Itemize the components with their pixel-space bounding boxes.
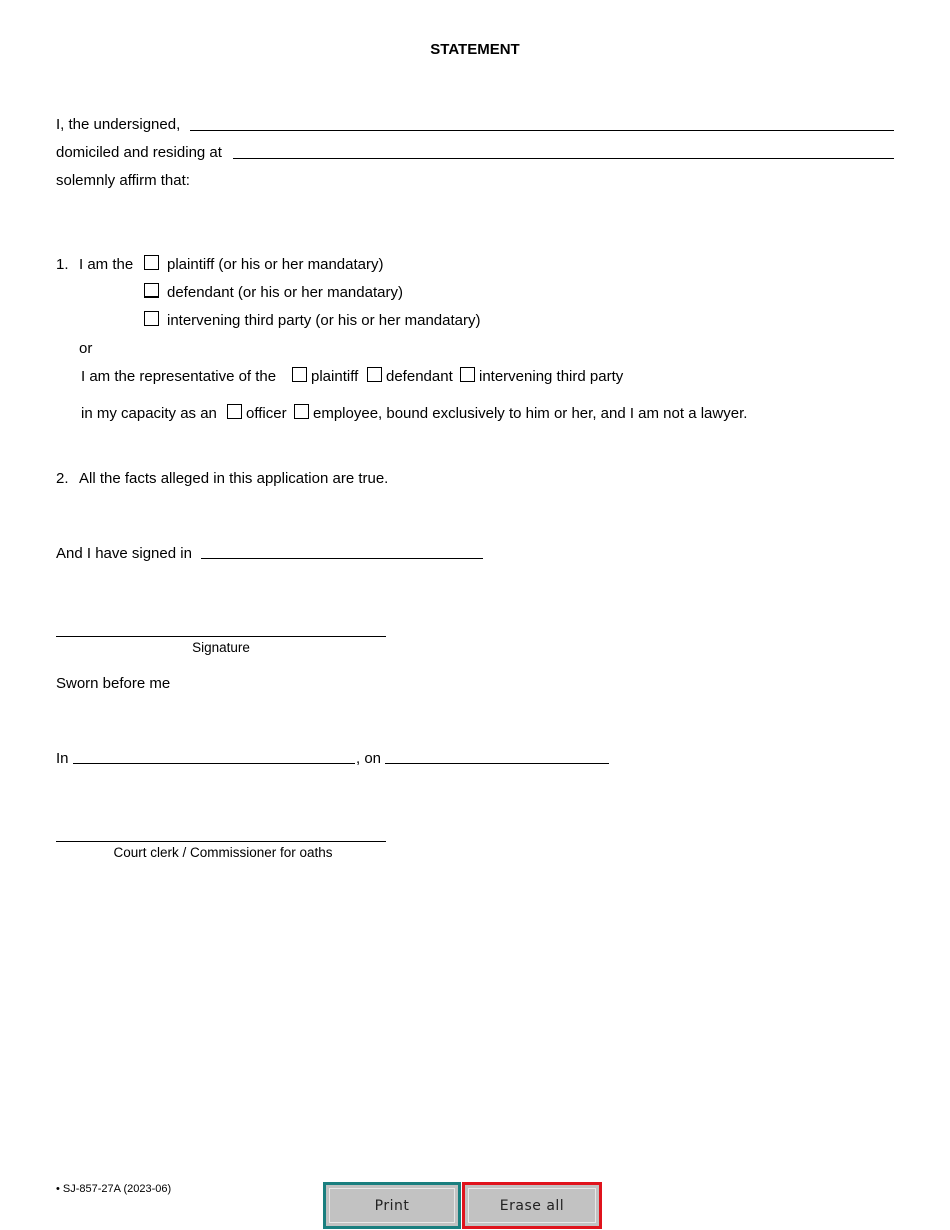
rep-plaintiff-checkbox[interactable] bbox=[292, 367, 307, 382]
intervening-option-label: intervening third party (or his or her mandatary) bbox=[167, 312, 481, 329]
print-button-label: Print bbox=[329, 1188, 455, 1223]
sworn-place-field[interactable] bbox=[73, 763, 355, 764]
clerk-caption: Court clerk / Commissioner for oaths bbox=[113, 845, 333, 860]
plaintiff-checkbox[interactable] bbox=[144, 255, 159, 270]
undersigned-name-field[interactable] bbox=[190, 130, 894, 131]
signature-line[interactable] bbox=[56, 636, 386, 637]
erase-all-button-label: Erase all bbox=[468, 1188, 596, 1223]
plaintiff-option-label: plaintiff (or his or her mandatary) bbox=[167, 256, 384, 273]
or-label: or bbox=[79, 340, 93, 357]
officer-label: officer bbox=[246, 405, 287, 422]
officer-checkbox[interactable] bbox=[227, 404, 242, 419]
signed-in-place-field[interactable] bbox=[201, 558, 483, 559]
affirm-label: solemnly affirm that: bbox=[56, 172, 190, 189]
representative-lead: I am the representative of the bbox=[81, 368, 277, 385]
on-label: , on bbox=[356, 750, 382, 767]
form-code: • SJ-857-27A (2023-06) bbox=[56, 1183, 172, 1195]
rep-intervening-checkbox[interactable] bbox=[460, 367, 475, 382]
print-button[interactable] bbox=[323, 1182, 461, 1229]
item1-number: 1. bbox=[56, 256, 69, 273]
sworn-date-field[interactable] bbox=[385, 763, 609, 764]
signature-caption: Signature bbox=[192, 640, 250, 655]
capacity-lead: in my capacity as an bbox=[81, 405, 217, 422]
undersigned-label: I, the undersigned, bbox=[56, 116, 181, 133]
defendant-checkbox[interactable] bbox=[144, 283, 159, 298]
item2-number: 2. bbox=[56, 470, 69, 487]
rep-plaintiff-label: plaintiff bbox=[311, 368, 359, 385]
intervening-checkbox[interactable] bbox=[144, 311, 159, 326]
defendant-option-label: defendant (or his or her mandatary) bbox=[167, 284, 403, 301]
item2-text: All the facts alleged in this application are true. bbox=[79, 470, 389, 487]
sworn-label: Sworn before me bbox=[56, 675, 171, 692]
rep-intervening-label: intervening third party bbox=[479, 368, 624, 385]
rep-defendant-label: defendant bbox=[386, 368, 453, 385]
rep-defendant-checkbox[interactable] bbox=[367, 367, 382, 382]
signed-in-label: And I have signed in bbox=[56, 545, 192, 562]
domicile-address-field[interactable] bbox=[233, 158, 894, 159]
domicile-label: domiciled and residing at bbox=[56, 144, 222, 161]
employee-label: employee, bound exclusively to him or her, and I am not a lawyer. bbox=[313, 405, 748, 422]
in-label: In bbox=[56, 750, 69, 767]
page-title: STATEMENT bbox=[430, 41, 520, 58]
erase-all-button[interactable] bbox=[462, 1182, 602, 1229]
clerk-signature-line[interactable] bbox=[56, 841, 386, 842]
employee-checkbox[interactable] bbox=[294, 404, 309, 419]
item1-lead: I am the bbox=[79, 256, 134, 273]
